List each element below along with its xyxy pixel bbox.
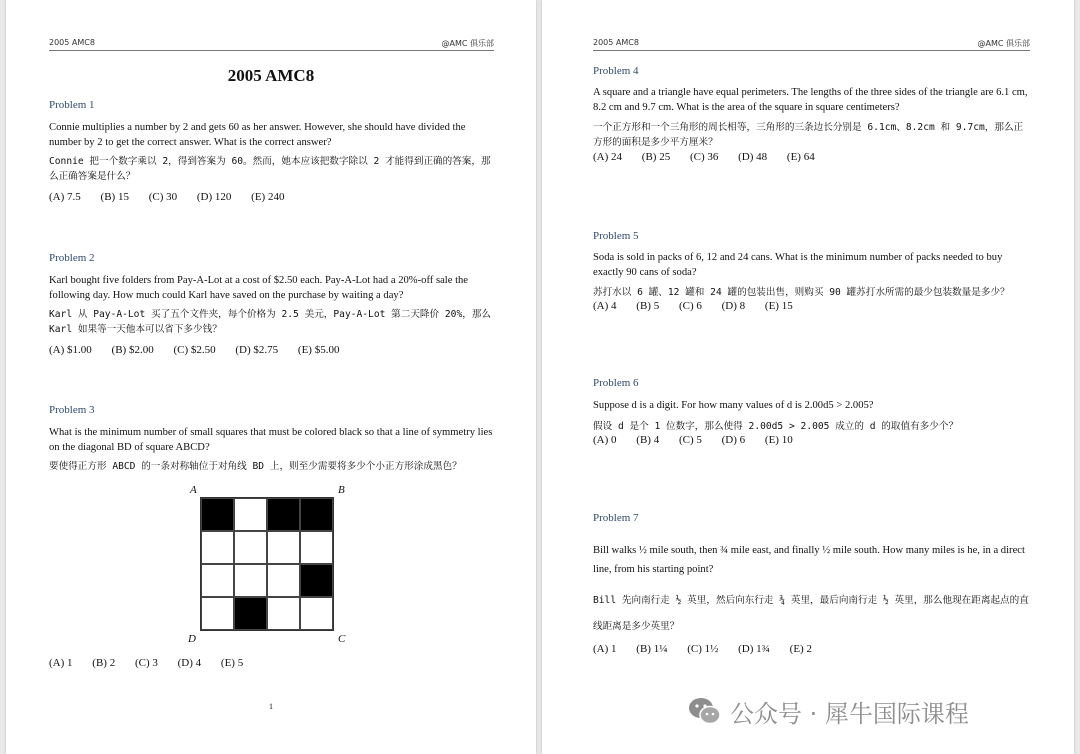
- choice: (B) 25: [641, 151, 671, 163]
- running-header: [49, 38, 494, 51]
- header-right-text: @AMC 俱乐部: [977, 39, 1030, 48]
- problem-4-chinese: 一个正方形和一个三角形的周长相等，三角形的三条边长分别是 6.1cm、8.2cm 和 9.7cm，那么正方形的面积是多少平方厘米？: [593, 122, 1024, 148]
- problem-2-heading: Problem 2: [49, 252, 95, 264]
- choice: (D) 6: [721, 434, 746, 446]
- black-square: [267, 498, 300, 531]
- watermark-text: 公众号 · 犀牛国际课程: [730, 699, 969, 728]
- problem-7-chinese: Bill 先向南行走 ½ 英里，然后向东行走 ¾ 英里，最后向南行走 ½ 英里，那么他现在距离起点的直线距离是多少英里？: [593, 595, 1029, 632]
- white-square: [201, 531, 234, 564]
- choice: (E) 2: [789, 643, 812, 655]
- choice: (D) 120: [196, 191, 232, 203]
- black-square: [300, 498, 333, 531]
- problem-7-heading: Problem 7: [593, 512, 639, 524]
- problem-2-english: Karl bought five folders from Pay-A-Lot at a cost of $2.50 each. Pay-A-Lot had a 20%-off sale the following day. How much could Karl have saved on the purchase by waiting a day?: [49, 275, 469, 301]
- choice: (C) 5: [678, 434, 702, 446]
- document-title: 2005 AMC8: [227, 66, 315, 85]
- choice: (A) 0: [593, 434, 617, 446]
- choice: (E) $5.00: [297, 344, 340, 356]
- white-square: [267, 564, 300, 597]
- wechat-icon: [688, 696, 722, 726]
- problem-5-english: Soda is sold in packs of 6, 12 and 24 cans. What is the minimum number of packs needed to buy exactly 90 cans of soda?: [593, 252, 1003, 278]
- vertex-label-a: A: [190, 484, 197, 496]
- problem-1-english: Connie multiplies a number by 2 and gets 60 as her answer. However, she should have divided the number by 2 to get the correct answer. What is the correct answer?: [49, 122, 466, 148]
- choice: (A) 7.5: [49, 191, 81, 203]
- problem-2-choices: [49, 344, 494, 356]
- problem-7-choices: [593, 643, 1030, 655]
- header-left-text: 2005 AMC8: [593, 38, 639, 47]
- choice: (E) 10: [764, 434, 793, 446]
- header-right-text: @AMC 俱乐部: [441, 39, 494, 48]
- choice: (D) $2.75: [235, 344, 279, 356]
- choice: (A) 24: [593, 151, 623, 163]
- page-number: 1: [269, 702, 273, 711]
- header-left-text: 2005 AMC8: [49, 38, 95, 47]
- choice: (E) 15: [764, 300, 793, 312]
- problem-6-english: Suppose d is a digit. For how many values of d is 2.00d5 > 2.005?: [593, 400, 874, 411]
- white-square: [201, 597, 234, 630]
- problem-1-choices: [49, 191, 494, 203]
- wechat-watermark: [688, 693, 969, 729]
- choice: (A) 4: [593, 300, 617, 312]
- problem-3-choices: [49, 657, 494, 669]
- problem-4-english: A square and a triangle have equal perimeters. The lengths of the three sides of the triangle are 6.1 cm, 8.2 cm and 9.7 cm. What is the area of the square in square centimeters?: [593, 87, 1028, 113]
- square-grid-figure: [200, 497, 334, 631]
- black-square: [300, 564, 333, 597]
- left-page: [6, 0, 536, 754]
- white-square: [234, 531, 267, 564]
- choice: (B) 15: [100, 191, 129, 203]
- right-page: [542, 0, 1074, 754]
- choice: (B) 2: [92, 657, 116, 669]
- problem-2-chinese: Karl 从 Pay-A-Lot 买了五个文件夹，每个价格为 2.5 美元，Pay-A-Lot 第二天降价 20%，那么 Karl 如果等一天他本可以省下多少钱？: [49, 309, 492, 335]
- choice: (C) 30: [148, 191, 178, 203]
- choice: (C) 3: [134, 657, 158, 669]
- white-square: [267, 531, 300, 564]
- problem-5-heading: Problem 5: [593, 230, 639, 242]
- problem-3-heading: Problem 3: [49, 404, 95, 416]
- problem-6-heading: Problem 6: [593, 377, 639, 389]
- problem-5-choices: [593, 300, 1030, 312]
- white-square: [234, 498, 267, 531]
- choice: (A) 1: [593, 643, 617, 655]
- black-square: [201, 498, 234, 531]
- problem-6-choices: [593, 434, 1030, 446]
- problem-5-chinese: 苏打水以 6 罐、12 罐和 24 罐的包装出售，则购买 90 罐苏打水所需的最少包装数量是多少？: [593, 287, 1010, 298]
- problem-3-chinese: 要使得正方形 ABCD 的一条对称轴位于对角线 BD 上，则至少需要将多少个小正方形涂成黑色？: [49, 461, 462, 472]
- white-square: [234, 564, 267, 597]
- choice: (B) 1¼: [636, 643, 668, 655]
- vertex-label-d: D: [188, 633, 196, 645]
- running-header: [593, 38, 1030, 51]
- choice: (D) 4: [177, 657, 202, 669]
- choice: (A) $1.00: [49, 344, 92, 356]
- choice: (E) 5: [220, 657, 244, 669]
- choice: (B) 5: [636, 300, 660, 312]
- choice: (E) 64: [786, 151, 815, 163]
- choice: (C) 36: [689, 151, 719, 163]
- black-square: [234, 597, 267, 630]
- choice: (D) 1¾: [738, 643, 770, 655]
- problem-1-chinese: Connie 把一个数字乘以 2，得到答案为 60。然而，她本应该把数字除以 2 才能得到正确的答案，那么正确答案是什么？: [49, 156, 491, 182]
- white-square: [300, 597, 333, 630]
- choice: (A) 1: [49, 657, 73, 669]
- problem-3-english: What is the minimum number of small squares that must be colored black so that a line of symmetry lies on the diagonal BD of square ABCD?: [49, 427, 493, 453]
- choice: (C) 6: [678, 300, 702, 312]
- choice: (B) $2.00: [111, 344, 154, 356]
- problem-1-heading: Problem 1: [49, 99, 95, 111]
- white-square: [201, 564, 234, 597]
- vertex-label-c: C: [338, 633, 346, 645]
- problem-7-english: Bill walks ½ mile south, then ¾ mile east, and finally ½ mile south. How many miles is he, in a direct line, from his starting point?: [593, 545, 1025, 575]
- problem-4-heading: Problem 4: [593, 65, 639, 77]
- problem-6-chinese: 假设 d 是个 1 位数字，那么使得 2.00d5 > 2.005 成立的 d 的取值有多少个？: [593, 421, 959, 432]
- choice: (B) 4: [636, 434, 660, 446]
- choice: (C) 1½: [687, 643, 719, 655]
- choice: (D) 48: [738, 151, 768, 163]
- choice: (D) 8: [721, 300, 746, 312]
- white-square: [300, 531, 333, 564]
- problem-4-choices: [593, 151, 1030, 163]
- choice: (C) $2.50: [173, 344, 216, 356]
- choice: (E) 240: [251, 191, 285, 203]
- vertex-label-b: B: [338, 484, 345, 496]
- white-square: [267, 597, 300, 630]
